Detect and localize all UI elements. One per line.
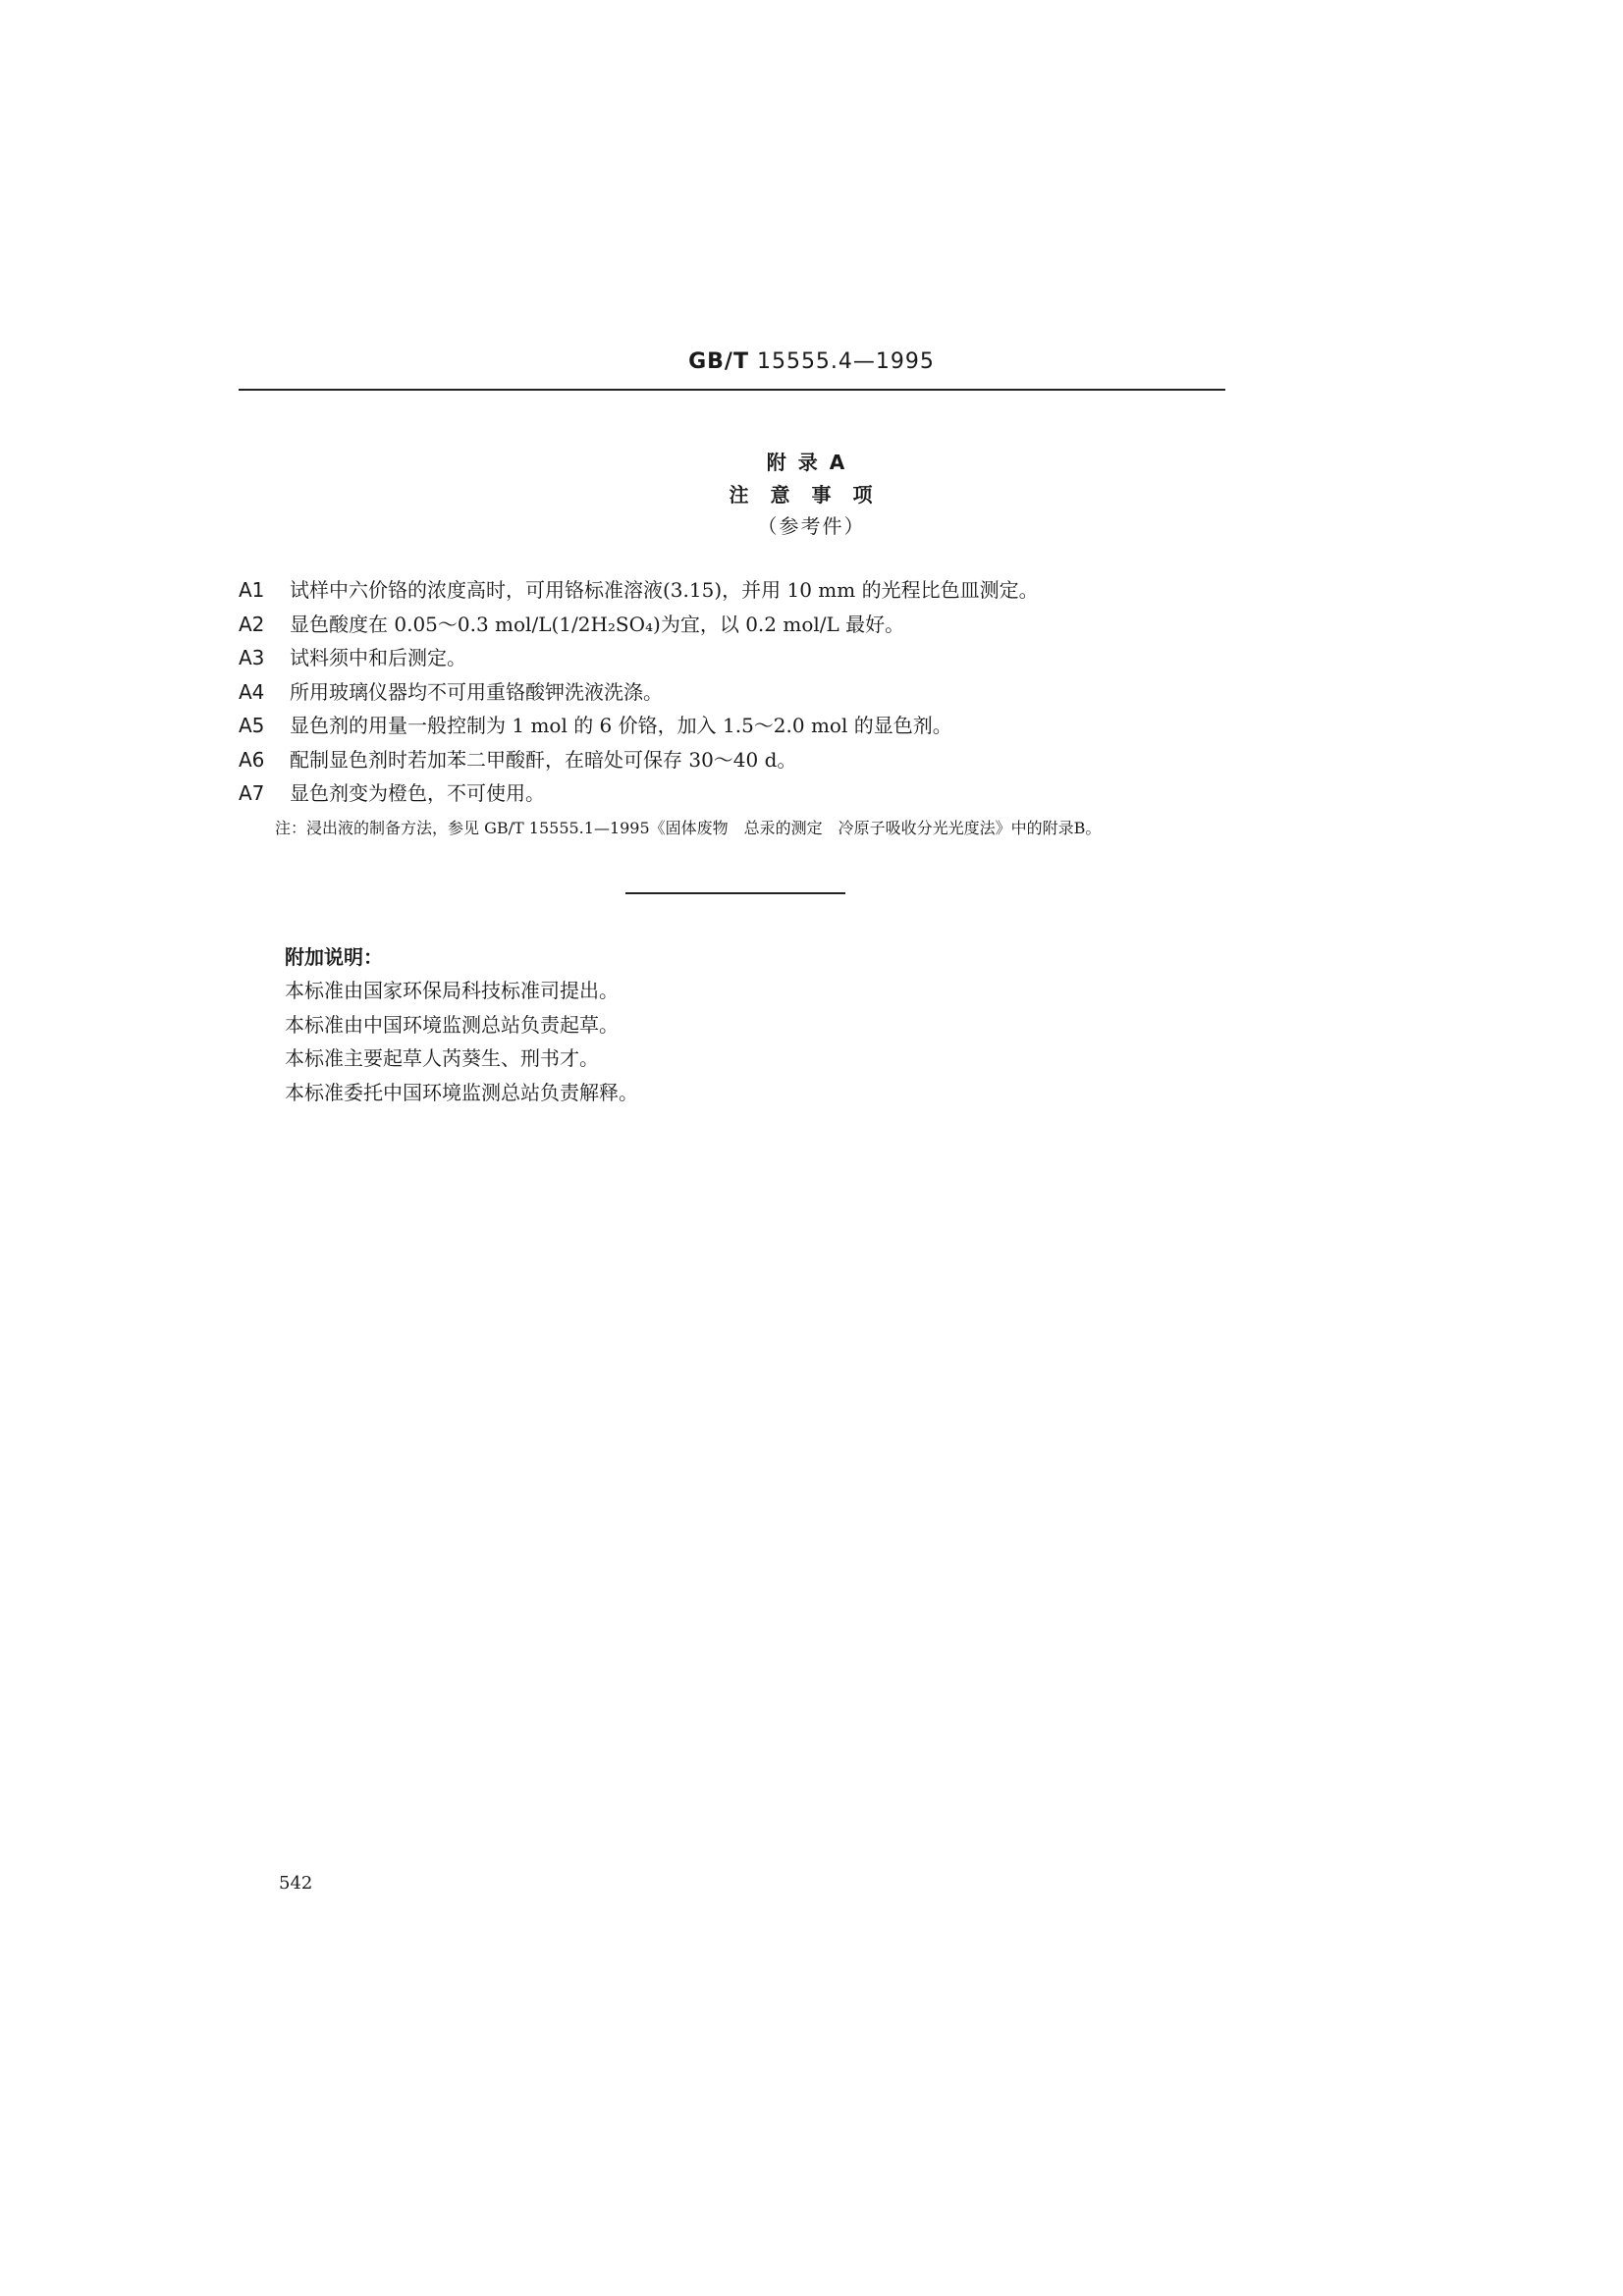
item-text: 显色剂的用量一般控制为 1 mol 的 6 价铬，加入 1.5～2.0 mol 的显色剂。 <box>290 714 952 737</box>
page-number: 542 <box>279 1873 313 1894</box>
item-number: A3 <box>239 646 265 669</box>
header-rule <box>239 389 1225 391</box>
addendum <box>285 940 638 1109</box>
notice-item <box>239 675 1230 710</box>
item-text: 显色酸度在 0.05～0.3 mol/L(1/2H₂SO₄)为宜，以 0.2 mol/L 最好。 <box>290 612 905 636</box>
standard-code-number: 15555.4—1995 <box>748 349 935 374</box>
notice-item <box>239 709 1230 743</box>
section-end-rule <box>625 892 845 894</box>
item-number: A1 <box>239 578 265 602</box>
addendum-line: 本标准主要起草人芮葵生、刑书才。 <box>285 1046 599 1070</box>
footnote: 注：浸出液的制备方法，参见 GB/T 15555.1—1995《固体废物 总汞的测定 冷原子吸收分光光度法》中的附录B。 <box>275 819 1102 837</box>
item-number: A7 <box>239 781 265 805</box>
notice-item <box>239 608 1230 642</box>
item-number: A5 <box>239 714 265 737</box>
item-number: A6 <box>239 747 265 772</box>
notice-item <box>239 743 1230 777</box>
annex-subtitle: 注意事项 <box>729 483 894 507</box>
addendum-heading: 附加说明： <box>285 945 383 969</box>
notice-items-list <box>239 573 1230 811</box>
item-text: 试料须中和后测定。 <box>290 646 466 669</box>
annex-title: 附录A <box>766 451 857 474</box>
item-text: 配制显色剂时若加苯二甲酸酐，在暗处可保存 30～40 d。 <box>290 747 797 772</box>
item-text: 所用玻璃仪器均不可用重铬酸钾洗液洗涤。 <box>290 679 663 704</box>
item-text: 显色剂变为橙色，不可使用。 <box>290 781 545 805</box>
notice-item <box>239 573 1230 608</box>
addendum-line: 本标准由中国环境监测总站负责起草。 <box>285 1012 619 1037</box>
item-number: A2 <box>239 612 265 636</box>
addendum-line: 本标准委托中国环境监测总站负责解释。 <box>285 1080 638 1104</box>
notice-item <box>239 776 1230 811</box>
item-text: 试样中六价铬的浓度高时，可用铬标准溶液(3.15)，并用 10 mm 的光程比色皿测定。 <box>290 578 1039 602</box>
notice-item <box>239 641 1230 675</box>
document-header <box>0 349 1623 374</box>
annex-type: （参考件） <box>757 514 866 538</box>
item-number: A4 <box>239 679 265 704</box>
addendum-line: 本标准由国家环保局科技标准司提出。 <box>285 979 619 1002</box>
standard-code-prefix: GB/T <box>688 349 749 374</box>
